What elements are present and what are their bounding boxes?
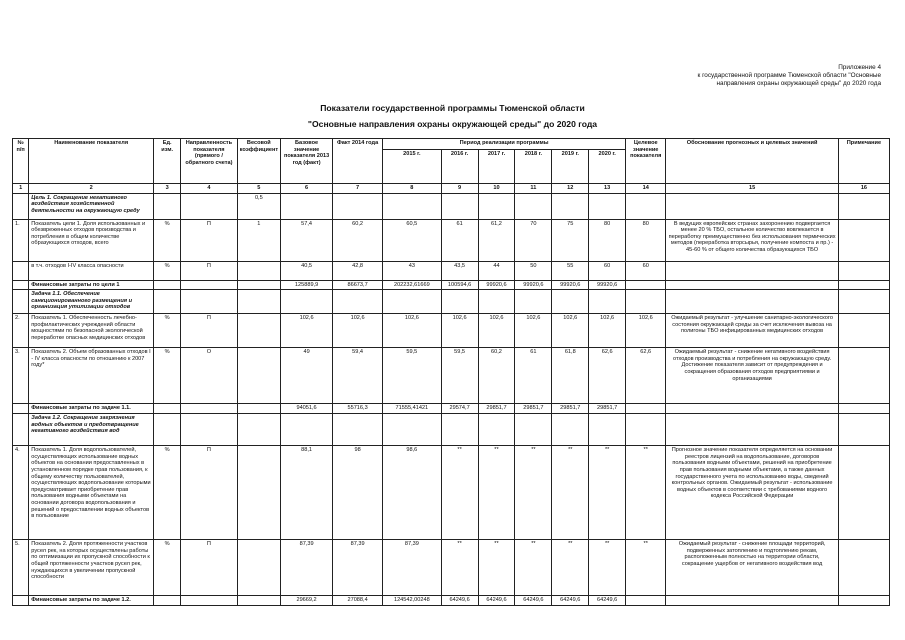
year-value-cell: 61 — [441, 219, 478, 261]
target-value-cell — [626, 414, 666, 446]
target-value-cell: 60 — [626, 261, 666, 280]
year-value-cell — [441, 193, 478, 219]
direction-cell: П — [181, 314, 237, 348]
year-value-cell — [515, 414, 552, 446]
fact-2014-cell: 86673,7 — [333, 280, 383, 290]
weight-cell — [237, 314, 280, 348]
unit-cell — [154, 290, 181, 314]
table-row — [13, 540, 890, 596]
year-value-cell — [589, 193, 626, 219]
header-target: Целевое значение показателя — [626, 139, 666, 184]
year-value-cell: 62,6 — [589, 348, 626, 404]
weight-cell — [237, 261, 280, 280]
column-number: 9 — [441, 184, 478, 194]
target-value-cell: 102,6 — [626, 314, 666, 348]
year-value-cell: ** — [441, 540, 478, 596]
year-value-cell: 75 — [552, 219, 589, 261]
fact-2014-cell: 87,39 — [333, 540, 383, 596]
target-value-cell: ** — [626, 446, 666, 540]
direction-cell — [181, 414, 237, 446]
indicator-name: Финансовые затраты по цели 1 — [29, 280, 154, 290]
column-number: 7 — [333, 184, 383, 194]
target-value-cell — [626, 280, 666, 290]
year-value-cell: 60 — [589, 261, 626, 280]
header-unit: Ед. изм. — [154, 139, 181, 184]
column-number: 5 — [237, 184, 280, 194]
note-cell — [838, 280, 889, 290]
row-number — [13, 404, 29, 414]
weight-cell: 1 — [237, 219, 280, 261]
year-value-cell: 124542,00248 — [383, 596, 442, 606]
fact-2014-cell: 59,4 — [333, 348, 383, 404]
direction-cell — [181, 280, 237, 290]
year-value-cell — [552, 290, 589, 314]
table-row — [13, 404, 890, 414]
column-number: 10 — [478, 184, 515, 194]
year-value-cell: ** — [441, 446, 478, 540]
header-justification: Обоснование прогнозных и целевых значений — [666, 139, 839, 184]
column-number: 2 — [29, 184, 154, 194]
year-value-cell — [589, 290, 626, 314]
base-value-cell: 29669,2 — [281, 596, 333, 606]
base-value-cell: 40,5 — [281, 261, 333, 280]
year-value-cell: 59,5 — [441, 348, 478, 404]
year-value-cell: 71555,41421 — [383, 404, 442, 414]
year-value-cell: 99920,6 — [552, 280, 589, 290]
base-value-cell: 49 — [281, 348, 333, 404]
indicator-name: Показатель 2. Доля протяженности участков русел рек, на которых осуществлены работы по оптимизации их пропускной способности к общей протяженности участков русел рек, нуждающихся в увеличении пропускной способности — [29, 540, 154, 596]
year-value-cell: 29851,7 — [515, 404, 552, 414]
year-value-cell — [441, 414, 478, 446]
column-number: 11 — [515, 184, 552, 194]
unit-cell: % — [154, 446, 181, 540]
table-row — [13, 446, 890, 540]
document-title: Показатели государственной программы Тюменской области — [320, 103, 585, 113]
year-value-cell: ** — [589, 446, 626, 540]
year-value-cell: ** — [589, 540, 626, 596]
unit-cell: % — [154, 314, 181, 348]
target-value-cell — [626, 193, 666, 219]
unit-cell — [154, 404, 181, 414]
direction-cell: П — [181, 540, 237, 596]
justification-cell — [666, 193, 839, 219]
table-row — [13, 290, 890, 314]
fact-2014-cell — [333, 414, 383, 446]
appendix-line: Приложение 4 — [838, 64, 881, 71]
note-cell — [838, 348, 889, 404]
row-number — [13, 280, 29, 290]
indicator-name: Показатель цели 1. Доля использованных и обезвреженных отходов производства и потребления в общем количестве образующихся отходов, всего — [29, 219, 154, 261]
target-value-cell — [626, 404, 666, 414]
year-value-cell — [552, 193, 589, 219]
year-value-cell: 64249,6 — [478, 596, 515, 606]
table-row — [13, 414, 890, 446]
table-row — [13, 261, 890, 280]
unit-cell: % — [154, 261, 181, 280]
target-value-cell: ** — [626, 540, 666, 596]
row-number: 2. — [13, 314, 29, 348]
year-value-cell: 64249,6 — [515, 596, 552, 606]
note-cell — [838, 404, 889, 414]
column-numbers-row — [13, 184, 890, 194]
year-value-cell: 43 — [383, 261, 442, 280]
justification-cell — [666, 404, 839, 414]
year-value-cell: 64249,6 — [589, 596, 626, 606]
row-number: 4. — [13, 446, 29, 540]
column-number: 16 — [838, 184, 889, 194]
appendix-line: направления охраны окружающей среды" до 2020 года — [716, 80, 881, 87]
base-value-cell: 57,4 — [281, 219, 333, 261]
year-value-cell: 99920,6 — [589, 280, 626, 290]
direction-cell — [181, 404, 237, 414]
indicators-table — [12, 138, 890, 606]
direction-cell: П — [181, 446, 237, 540]
column-number: 13 — [589, 184, 626, 194]
year-value-cell: 99920,6 — [515, 280, 552, 290]
indicator-name: Показатель 2. Объем образованных отходов I - IV класса опасности по отношению к 2007 году* — [29, 348, 154, 404]
indicator-name: в т.ч. отходов I-IV класса опасности — [29, 261, 154, 280]
year-value-cell: 44 — [478, 261, 515, 280]
target-value-cell: 62,6 — [626, 348, 666, 404]
year-value-cell — [383, 414, 442, 446]
base-value-cell: 125889,9 — [281, 280, 333, 290]
year-value-cell: 61,8 — [552, 348, 589, 404]
fact-2014-cell: 102,6 — [333, 314, 383, 348]
row-number: 1. — [13, 219, 29, 261]
indicator-name: Финансовые затраты по задаче 1.1. — [29, 404, 154, 414]
year-value-cell — [441, 290, 478, 314]
note-cell — [838, 540, 889, 596]
direction-cell: О — [181, 348, 237, 404]
weight-cell — [237, 446, 280, 540]
unit-cell — [154, 280, 181, 290]
column-number: 3 — [154, 184, 181, 194]
year-value-cell — [478, 193, 515, 219]
header-year: 2016 г. — [441, 150, 478, 184]
table-row — [13, 596, 890, 606]
year-value-cell: 61,2 — [478, 219, 515, 261]
fact-2014-cell: 60,2 — [333, 219, 383, 261]
column-number: 6 — [281, 184, 333, 194]
header-year: 2017 г. — [478, 150, 515, 184]
year-value-cell: 100594,6 — [441, 280, 478, 290]
weight-cell — [237, 348, 280, 404]
fact-2014-cell: 27088,4 — [333, 596, 383, 606]
base-value-cell — [281, 193, 333, 219]
justification-cell — [666, 596, 839, 606]
indicator-name: Задача 1.2. Сокращение загрязнения водных объектов и предотвращение негативного воздействия вод — [29, 414, 154, 446]
row-number: 5. — [13, 540, 29, 596]
header-base: Базовое значение показателя 2013 год (факт) — [281, 139, 333, 184]
year-value-cell: 80 — [589, 219, 626, 261]
column-number: 12 — [552, 184, 589, 194]
base-value-cell — [281, 414, 333, 446]
year-value-cell: 29851,7 — [478, 404, 515, 414]
note-cell — [838, 193, 889, 219]
year-value-cell: 102,6 — [478, 314, 515, 348]
year-value-cell: 61 — [515, 348, 552, 404]
indicator-name: Финансовые затраты по задаче 1.2. — [29, 596, 154, 606]
year-value-cell: 29574,7 — [441, 404, 478, 414]
year-value-cell — [552, 414, 589, 446]
row-number — [13, 414, 29, 446]
year-value-cell — [515, 193, 552, 219]
unit-cell: % — [154, 348, 181, 404]
weight-cell — [237, 290, 280, 314]
appendix-note — [651, 64, 881, 88]
year-value-cell: 60,2 — [478, 348, 515, 404]
note-cell — [838, 261, 889, 280]
indicator-name: Цель 1. Сокращение негативного воздействия хозяйственной деятельности на окружающую среду — [29, 193, 154, 219]
header-year: 2019 г. — [552, 150, 589, 184]
table-row — [13, 280, 890, 290]
header-direction: Направленность показателя (прямого / обратного счета) — [181, 139, 237, 184]
note-cell — [838, 290, 889, 314]
column-number: 8 — [383, 184, 442, 194]
header-weight: Весовой коэффициент — [237, 139, 280, 184]
indicator-name: Показатель 1. Обеспеченность лечебно-профилактических учреждений области мощностями по безопасной экологической переработке опасных медицинских отходов — [29, 314, 154, 348]
table-row — [13, 193, 890, 219]
direction-cell: П — [181, 219, 237, 261]
target-value-cell — [626, 596, 666, 606]
document-subtitle: "Основные направления охраны окружающей среды" до 2020 года — [307, 119, 598, 129]
fact-2014-cell — [333, 290, 383, 314]
year-value-cell: 59,5 — [383, 348, 442, 404]
weight-cell — [237, 596, 280, 606]
year-value-cell: 87,39 — [383, 540, 442, 596]
row-number — [13, 261, 29, 280]
appendix-line: к государственной программе Тюменской области "Основные — [697, 72, 881, 79]
note-cell — [838, 596, 889, 606]
column-number: 15 — [666, 184, 839, 194]
year-value-cell: 202232,61669 — [383, 280, 442, 290]
unit-cell — [154, 193, 181, 219]
justification-cell — [666, 280, 839, 290]
direction-cell — [181, 290, 237, 314]
header-fact-2014: Факт 2014 года — [333, 139, 383, 184]
year-value-cell: ** — [552, 540, 589, 596]
note-cell — [838, 314, 889, 348]
year-value-cell: 43,5 — [441, 261, 478, 280]
direction-cell — [181, 193, 237, 219]
row-number: 3. — [13, 348, 29, 404]
fact-2014-cell: 55716,3 — [333, 404, 383, 414]
note-cell — [838, 414, 889, 446]
justification-cell — [666, 290, 839, 314]
unit-cell: % — [154, 540, 181, 596]
year-value-cell: 102,6 — [552, 314, 589, 348]
direction-cell — [181, 596, 237, 606]
header-year: 2018 г. — [515, 150, 552, 184]
base-value-cell: 88,1 — [281, 446, 333, 540]
year-value-cell — [478, 290, 515, 314]
year-value-cell: 98,6 — [383, 446, 442, 540]
justification-cell: Ожидаемый результат - снижение негативного воздействия отходов производства и потребления на окружающую среду. Достижение показателя зависит от предупреждения и сокращения образования отходов предприятиями и организациями — [666, 348, 839, 404]
weight-cell — [237, 414, 280, 446]
base-value-cell: 102,6 — [281, 314, 333, 348]
base-value-cell: 87,39 — [281, 540, 333, 596]
weight-cell — [237, 540, 280, 596]
indicator-name: Показатель 1. Доля водопользователей, осуществляющих использование водных объектов на основании предоставленных в установленном порядке прав пользования, к общему количеству пользователей, осуществляющих водопользование которыми предусматривает приобретение прав пользования водными объектами на основании договора водопользования и решений о предоставлении водных объектов в пользование — [29, 446, 154, 540]
header-name: Наименование показателя — [29, 139, 154, 184]
year-value-cell — [478, 414, 515, 446]
year-value-cell: 60,5 — [383, 219, 442, 261]
row-number — [13, 193, 29, 219]
justification-cell: Ожидаемый результат - улучшение санитарно-экологического состояния окружающей среды за счет исключения вывоза на полигоны ТБО инфицированных медицинских отходов — [666, 314, 839, 348]
fact-2014-cell: 42,8 — [333, 261, 383, 280]
header-year: 2020 г. — [589, 150, 626, 184]
year-value-cell: ** — [515, 540, 552, 596]
table-row — [13, 219, 890, 261]
year-value-cell: ** — [478, 446, 515, 540]
year-value-cell: 55 — [552, 261, 589, 280]
unit-cell — [154, 596, 181, 606]
year-value-cell: ** — [478, 540, 515, 596]
header-no: № п/п — [13, 139, 29, 184]
year-value-cell: 64249,6 — [552, 596, 589, 606]
base-value-cell — [281, 290, 333, 314]
year-value-cell: 50 — [515, 261, 552, 280]
header-note: Примечание — [838, 139, 889, 184]
header-period: Период реализации программы — [383, 139, 626, 150]
direction-cell: П — [181, 261, 237, 280]
year-value-cell: 102,6 — [589, 314, 626, 348]
justification-cell: Прогнозное значение показателя определяется на основании реестров лицензий на водопользование, договоров пользования водными объектами, решений на приобретение прав пользования водными объектами, а также данных государственного учета по использованию воды, сведений контрольных органов. Ожидаемый результат - использование водных объектов в соответствии с требованиями водного кодекса Российской Федерации — [666, 446, 839, 540]
base-value-cell: 94051,6 — [281, 404, 333, 414]
target-value-cell — [626, 290, 666, 314]
year-value-cell: 29851,7 — [589, 404, 626, 414]
row-number — [13, 596, 29, 606]
weight-cell: 0,5 — [237, 193, 280, 219]
row-number — [13, 290, 29, 314]
year-value-cell — [515, 290, 552, 314]
year-value-cell: 99920,6 — [478, 280, 515, 290]
target-value-cell: 80 — [626, 219, 666, 261]
column-number: 14 — [626, 184, 666, 194]
justification-cell — [666, 414, 839, 446]
year-value-cell: 102,6 — [383, 314, 442, 348]
indicator-name: Задача 1.1. Обеспечение санкционированного размещения и организация утилизации отходов — [29, 290, 154, 314]
unit-cell: % — [154, 219, 181, 261]
year-value-cell — [383, 193, 442, 219]
year-value-cell: ** — [515, 446, 552, 540]
fact-2014-cell — [333, 193, 383, 219]
year-value-cell — [383, 290, 442, 314]
weight-cell — [237, 280, 280, 290]
unit-cell — [154, 414, 181, 446]
year-value-cell: ** — [552, 446, 589, 540]
justification-cell — [666, 261, 839, 280]
year-value-cell — [589, 414, 626, 446]
justification-cell: В ведущих европейских странах захоронению подвергается менее 20 % ТБО, остальное количество вовлекается в переработку преимущественно без использования термических методов (переработка вторсырья, получение компоста и пр.) - 45-60 % от общего количества образующихся ТБО — [666, 219, 839, 261]
header-year: 2015 г. — [383, 150, 442, 184]
fact-2014-cell: 98 — [333, 446, 383, 540]
year-value-cell: 70 — [515, 219, 552, 261]
table-row — [13, 314, 890, 348]
weight-cell — [237, 404, 280, 414]
note-cell — [838, 446, 889, 540]
column-number: 1 — [13, 184, 29, 194]
year-value-cell: 29851,7 — [552, 404, 589, 414]
table-row — [13, 348, 890, 404]
note-cell — [838, 219, 889, 261]
justification-cell: Ожидаемый результат - снижение площади территорий, подверженных затоплению и подтоплению рекам, расположенным полностью на территории области, сокращение ущербов от негативного воздействия вод — [666, 540, 839, 596]
year-value-cell: 102,6 — [515, 314, 552, 348]
year-value-cell: 64249,6 — [441, 596, 478, 606]
column-number: 4 — [181, 184, 237, 194]
year-value-cell: 102,6 — [441, 314, 478, 348]
